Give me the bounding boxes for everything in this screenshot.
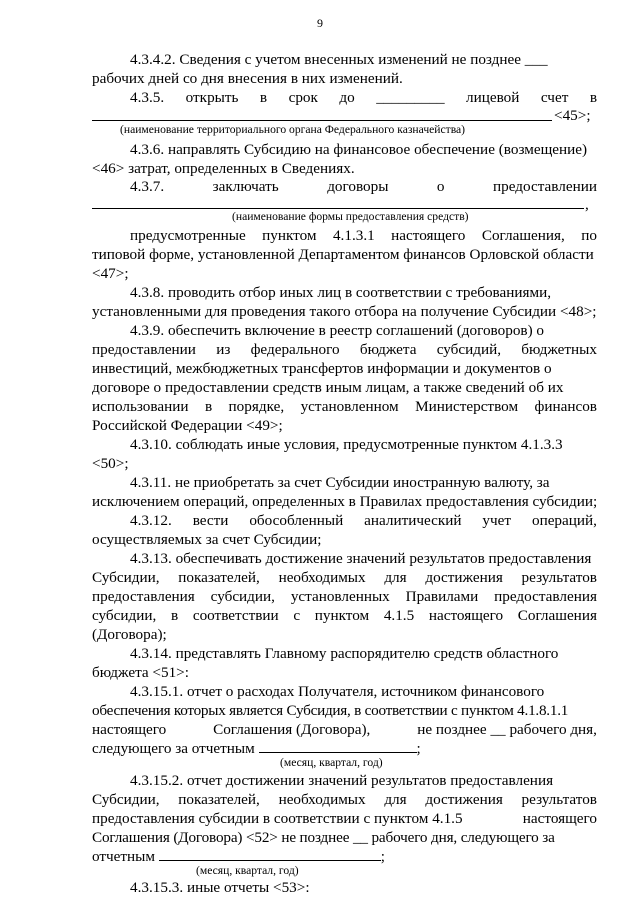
blank-period-1 [259,740,417,753]
word: предоставления [92,588,195,605]
word: предоставлении [92,341,196,358]
word: вести [192,512,229,529]
word: настоящего [522,810,597,827]
word: использовании [92,398,189,415]
word: необходимых [278,791,366,808]
word: аналитический [364,512,462,529]
word: в [204,398,213,415]
word: операций, [531,512,597,529]
paragraph-4-3-15-2-line-4: Соглашения (Договора) <52> не позднее __ рабочего дня, следующего за [92,829,555,846]
paragraph-4-3-11-line-1: 4.3.11. не приобретать за счет Субсидии иностранную валюту, за [130,474,550,491]
word: Правилами [405,588,479,605]
word: Соглашения (Договора), [213,721,371,738]
word: счет [540,89,569,106]
paragraph-4-3-4-2-line-2: рабочих дней со дня внесения в них изменений. [92,70,403,87]
word: достижения [425,791,503,808]
paragraph-4-3-15-1-line-1: 4.3.15.1. отчет о расходах Получателя, источником финансового [130,683,545,700]
word: Министерством [415,398,519,415]
word: предоставления [494,588,597,605]
caption-form: (наименование формы предоставления средств) [232,210,469,223]
word: настоящего [391,227,466,244]
word: для [384,791,407,808]
word: по [581,227,597,244]
word: в [589,89,597,106]
word: о [436,178,445,195]
paragraph-4-3-7-line-1 [130,177,597,196]
paragraph-4-3-13-line-3 [92,587,597,606]
paragraph-4-3-13-line-5: (Договора); [92,626,167,643]
word: лицевой [466,89,520,106]
footnote-ref-45: <45>; [554,107,591,124]
word: субсидии, [210,588,275,605]
word: пунктом [314,607,370,624]
word: предоставлении [493,178,597,195]
paragraph-4-3-15-2-line-5 [92,847,597,866]
word: результатов [521,791,597,808]
word: открыть [185,89,239,106]
paragraph-4-3-12-line-1 [130,511,597,530]
word: федерального [250,341,340,358]
word: результатов [521,569,597,586]
paragraph-4-3-7-line-3 [130,226,597,245]
word: Соглашения, [481,227,565,244]
fill-line-form [92,208,584,209]
paragraph-4-3-6-line-2: <46> затрат, определенных в Сведениях. [92,160,355,177]
word: настоящего [92,721,167,738]
word: заключать [212,178,279,195]
paragraph-4-3-14-line-2: бюджета <51>: [92,664,189,681]
word: бюджета [359,341,417,358]
paragraph-4-3-15-2-line-1: 4.3.15.2. отчет достижении значений результатов предоставления [130,772,554,789]
word: учет [482,512,512,529]
paragraph-4-3-15-2-line-2 [92,790,597,809]
word: достижения [425,569,503,586]
paragraph-4-3-9-line-1: 4.3.9. обеспечить включение в реестр соглашений (договоров) о [130,322,545,339]
paragraph-4-3-13-line-2 [92,568,597,587]
paragraph-4-3-5-line-1 [130,88,597,107]
word: до [339,89,355,106]
paragraph-4-3-9-line-5 [92,397,597,416]
paragraph-4-3-15-2-line-3 [92,809,597,828]
fill-line-treasury [92,120,552,121]
word: 4.3.5. [130,89,165,106]
paragraph-4-3-10-line-1: 4.3.10. соблюдать иные условия, предусмотренные пунктом 4.1.3.3 [130,436,563,453]
paragraph-4-3-10-line-2: <50>; [92,455,129,472]
word: договоры [327,178,389,195]
word: Субсидии, [92,569,160,586]
word: Соглашения [517,607,597,624]
paragraph-4-3-15-1-line-2: обеспечения которых является Субсидия, в соответствии с пунктом 4.1.8.1.1 [92,702,569,719]
word: пунктом [262,227,317,244]
paragraph-4-3-15-1-line-3 [92,720,597,739]
paragraph-4-3-9-line-3: инвестиций, межбюджетных трансфертов информации и документов о [92,360,552,377]
word: не позднее __ рабочего дня, [417,721,597,738]
caption-treasury: (наименование территориального органа Федерального казначейства) [120,123,466,136]
paragraph-4-3-8-line-2: установленными для проведения такого отбора на получение Субсидии <48>; [92,303,597,320]
word: финансов [534,398,597,415]
word: бюджетных [521,341,597,358]
word: порядке, [228,398,285,415]
paragraph-4-3-13-line-1: 4.3.13. обеспечивать достижение значений результатов предоставления [130,550,592,567]
word: установленном [300,398,399,415]
paragraph-4-3-7-line-5: <47>; [92,265,129,282]
paragraph-4-3-6-line-1: 4.3.6. направлять Субсидию на финансовое обеспечение (возмещение) [130,141,588,158]
paragraph-4-3-7-line-4: типовой форме, установленной Департаментом финансов Орловской области [92,246,594,263]
paragraph-4-3-14-line-1: 4.3.14. представлять Главному распорядителю средств областного [130,645,559,662]
word: показателей, [178,791,260,808]
word: 4.3.12. [130,512,172,529]
word: субсидий, [436,341,502,358]
word: для [384,569,407,586]
word: обособленный [249,512,344,529]
word: показателей, [178,569,260,586]
paragraph-4-3-8-line-1: 4.3.8. проводить отбор иных лиц в соответствии с требованиями, [130,284,552,301]
caption-period-2: (месяц, квартал, год) [196,864,299,877]
word: предусмотренные [130,227,246,244]
word: настоящего [428,607,504,624]
paragraph-4-3-15-3: 4.3.15.3. иные отчеты <53>: [130,879,310,896]
paragraph-4-3-9-line-4: договоре о предоставлении средств иным лицам, а также сведений об их [92,379,564,396]
semicolon: ; [380,848,386,865]
word: необходимых [278,569,366,586]
word: в [259,89,268,106]
paragraph-4-3-9-line-2 [92,340,597,359]
word: соответствии [192,607,279,624]
word: в [170,607,179,624]
blank-field: _________ [376,89,445,106]
word: установленных [290,588,390,605]
comma: , [585,196,589,213]
word: 4.1.5 [383,607,415,624]
paragraph-4-3-13-line-4 [92,606,597,625]
blank-period-2 [159,848,381,861]
paragraph-4-3-11-line-2: исключением операций, определенных в Правилах предоставления субсидии; [92,493,598,510]
page-number: 9 [317,16,323,30]
caption-period-1: (месяц, квартал, год) [280,756,383,769]
text: предоставления субсидии в соответствии с пунктом 4.1.5 [92,810,463,827]
word: Субсидии, [92,791,160,808]
paragraph-4-3-4-2-line-1: 4.3.4.2. Сведения с учетом внесенных изменений не позднее ___ [130,51,548,68]
paragraph-4-3-9-line-6: Российской Федерации <49>; [92,417,283,434]
word: с [293,607,301,624]
word: 4.1.3.1 [332,227,375,244]
text: следующего за отчетным [92,740,255,757]
text: отчетным [92,848,155,865]
semicolon: ; [416,740,421,757]
word: 4.3.7. [130,178,165,195]
word: субсидии, [92,607,157,624]
paragraph-4-3-12-line-2: осуществляемых за счет Субсидии; [92,531,322,548]
word: срок [288,89,318,106]
word: из [216,341,231,358]
